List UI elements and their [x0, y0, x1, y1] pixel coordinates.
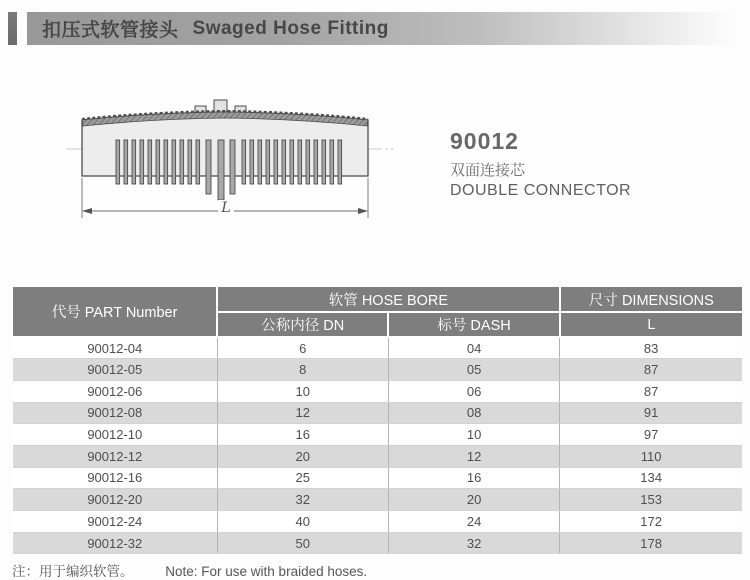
cell-l: 134	[560, 467, 742, 489]
cell-part: 90012-10	[13, 424, 217, 446]
cell-dn: 16	[217, 424, 388, 446]
double-connector-drawing	[60, 78, 400, 233]
cell-dn: 40	[217, 511, 388, 533]
cell-part: 90012-12	[13, 445, 217, 467]
cell-dash: 32	[388, 532, 559, 554]
product-info	[450, 128, 631, 200]
table-row	[13, 532, 742, 554]
cell-l: 153	[560, 489, 742, 511]
cell-part: 90012-20	[13, 489, 217, 511]
dimension-arrow-right	[358, 208, 368, 214]
cell-l: 87	[560, 380, 742, 402]
cell-dash: 06	[388, 380, 559, 402]
cell-dn: 6	[217, 337, 388, 359]
page-title-zh: 扣压式软管接头	[42, 20, 179, 41]
col-header-dash: 标号 DASH	[388, 312, 559, 337]
table-row	[13, 445, 742, 467]
cell-dash: 10	[388, 424, 559, 446]
cell-part: 90012-04	[13, 337, 217, 359]
cell-l: 83	[560, 337, 742, 359]
page-title-en: Swaged Hose Fitting	[192, 17, 389, 39]
cell-dn: 10	[217, 380, 388, 402]
cell-dn: 8	[217, 359, 388, 381]
cell-dn: 32	[217, 489, 388, 511]
footer-note-en: Note: For use with braided hoses.	[165, 564, 368, 579]
product-name-en: DOUBLE CONNECTOR	[450, 182, 632, 199]
spec-table	[13, 287, 742, 554]
spec-table-header	[13, 287, 742, 337]
cell-dash: 08	[388, 402, 559, 424]
cell-dash: 05	[388, 359, 559, 381]
cell-l: 178	[560, 532, 742, 554]
table-row	[13, 402, 742, 424]
cell-part: 90012-08	[13, 402, 217, 424]
dimension-label: L	[221, 200, 231, 216]
table-row	[13, 424, 742, 446]
col-header-l: L	[560, 312, 742, 337]
cell-l: 97	[560, 424, 742, 446]
product-code: 90012	[450, 128, 519, 154]
fitting-technical-drawing	[60, 78, 400, 233]
table-row	[13, 489, 742, 511]
footer-note	[12, 560, 367, 580]
cell-dash: 16	[388, 467, 559, 489]
col-header-dn: 公称内径 DN	[217, 312, 388, 337]
cell-l: 91	[560, 402, 742, 424]
footer-note-zh: 注：用于编织软管。	[12, 564, 134, 579]
cell-dash: 12	[388, 445, 559, 467]
cell-part: 90012-16	[13, 467, 217, 489]
table-row	[13, 467, 742, 489]
col-header-part-number: 代号 PART Number	[13, 287, 217, 337]
table-row	[13, 359, 742, 381]
cell-dash: 20	[388, 489, 559, 511]
cell-l: 172	[560, 511, 742, 533]
table-row	[13, 511, 742, 533]
title-accent-bar	[8, 12, 17, 45]
cell-part: 90012-06	[13, 380, 217, 402]
col-header-dimensions: 尺寸 DIMENSIONS	[560, 287, 742, 312]
cell-dash: 04	[388, 337, 559, 359]
cell-part: 90012-24	[13, 511, 217, 533]
cell-dn: 25	[217, 467, 388, 489]
cell-dash: 24	[388, 511, 559, 533]
cell-dn: 12	[217, 402, 388, 424]
dimension-arrow-left	[82, 208, 92, 214]
cell-part: 90012-05	[13, 359, 217, 381]
table-row	[13, 337, 742, 359]
cell-dn: 50	[217, 532, 388, 554]
cell-l: 110	[560, 445, 742, 467]
cell-l: 87	[560, 359, 742, 381]
col-header-hose-bore: 软管 HOSE BORE	[217, 287, 560, 312]
table-row	[13, 380, 742, 402]
cell-dn: 20	[217, 445, 388, 467]
product-name-zh: 双面连接芯	[450, 162, 526, 179]
cell-part: 90012-32	[13, 532, 217, 554]
page-title	[27, 12, 750, 45]
